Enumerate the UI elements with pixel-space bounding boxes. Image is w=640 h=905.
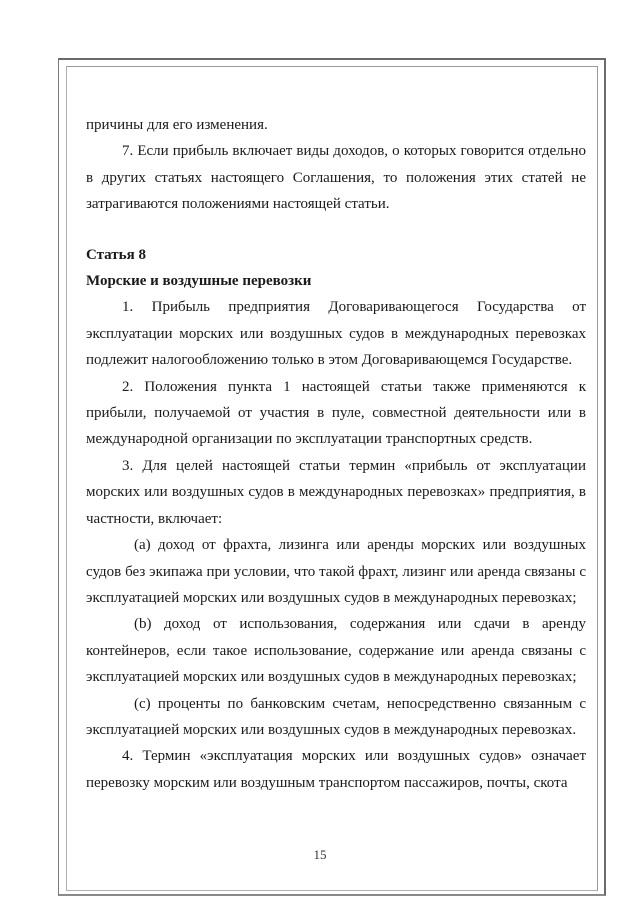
article-number: Статья 8 [86, 246, 146, 263]
paragraph-continuation: причины для его изменения. [86, 117, 268, 133]
article-paragraph-4: 4. Термин «эксплуатация морских или воздушных судов» означает перевозку морским или воздушным транспортом пассажиров, почты, скота [86, 748, 586, 791]
article-paragraph-1: 1. Прибыль предприятия Договаривающегося Государства от эксплуатации морских или воздушных судов в международных перевозках подлежит налогообложению только в этом Договаривающемся Государстве. [86, 299, 586, 369]
subparagraph-c: (c) проценты по банковским счетам, непосредственно связанным с эксплуатацией морских или воздушных судов в международных перевозках. [86, 695, 586, 738]
document-body [86, 112, 586, 796]
article-paragraph-2: 2. Положения пункта 1 настоящей статьи также применяются к прибыли, получаемой от участия в пуле, совместной деятельности или в международной организации по эксплуатации транспортных средств. [86, 378, 586, 448]
subparagraph-b: (b) доход от использования, содержания или сдачи в аренду контейнеров, если такое использование, содержание или аренда связаны с эксплуатацией морских или воздушных судов в международных перевозках; [86, 616, 586, 686]
section-spacer [86, 218, 586, 242]
paragraph-7: 7. Если прибыль включает виды доходов, о которых говорится отдельно в других статьях настоящего Соглашения, то положения этих статей не затрагиваются положениями настоящей статьи. [86, 143, 586, 213]
page-number: 15 [313, 847, 327, 862]
article-title: Морские и воздушные перевозки [86, 273, 312, 290]
subparagraph-a: (a) доход от фрахта, лизинга или аренды морских или воздушных судов без экипажа при условии, что такой фрахт, лизинг или аренда связаны с эксплуатацией морских или воздушных судов в международных перевозках; [86, 537, 586, 606]
article-paragraph-3: 3. Для целей настоящей статьи термин «прибыль от эксплуатации морских или воздушных судов в международных перевозках» предприятия, в частности, включает: [86, 457, 586, 527]
